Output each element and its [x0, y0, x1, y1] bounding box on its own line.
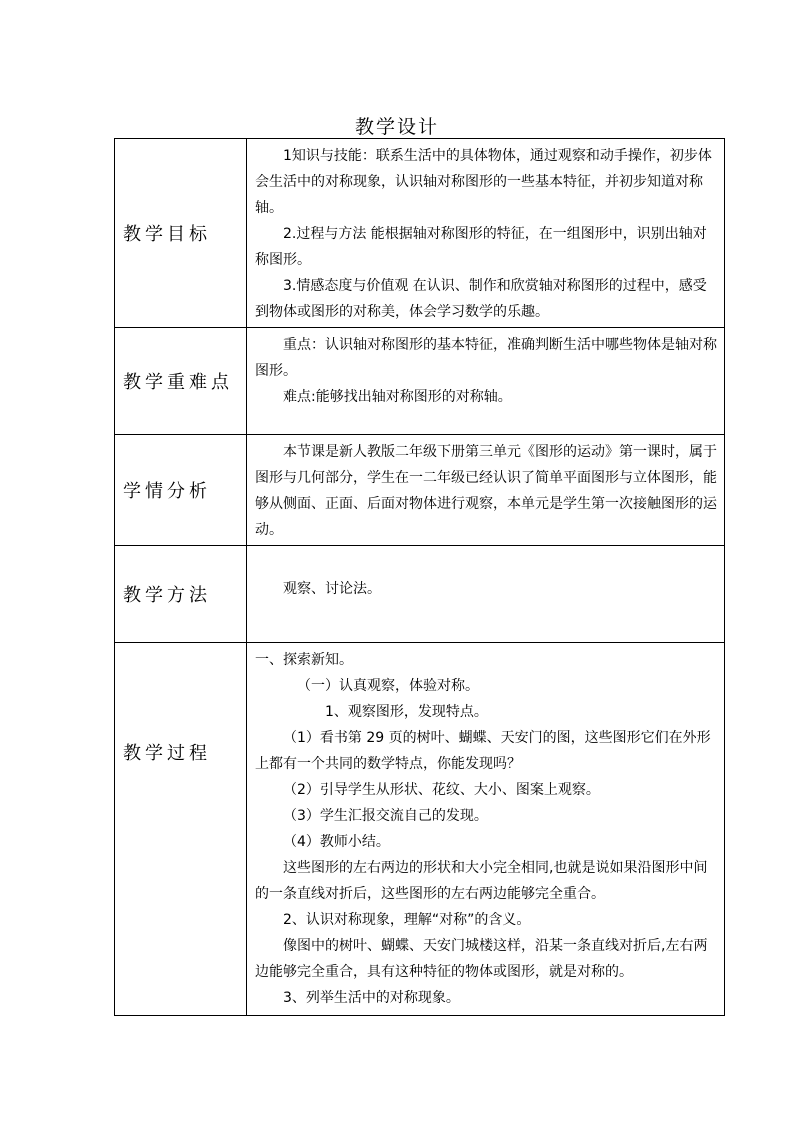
row-content-objectives — [247, 139, 725, 328]
row-label-methods: 教学方法 — [115, 546, 247, 643]
process-summary: 这些图形的左右两边的形状和大小完全相同,也就是说如果沿图形中间的一条直线对折后，这些图形的左右两边能够完全重合。 — [255, 860, 708, 902]
objective-knowledge-skills: 1知识与技能：联系生活中的具体物体，通过观察和动手操作，初步体会生活中的对称现象，认识轴对称图形的一些基本特征，并初步知道对称轴。 — [255, 148, 712, 216]
process-item-2: （2）引导学生从形状、花纹、大小、图案上观察。 — [283, 782, 600, 798]
process-step-understand: 2、认识对称现象，理解“对称”的含义。 — [283, 912, 531, 928]
document-title: 教学设计 — [354, 116, 439, 138]
process-step-observe: 1、观察图形，发现特点。 — [325, 704, 488, 720]
key-point-focus: 重点：认识轴对称图形的基本特征，准确判断生活中哪些物体是轴对称图形。 — [255, 337, 717, 379]
process-step-examples: 3、列举生活中的对称现象。 — [283, 990, 460, 1006]
process-item-1: （1）看书第 29 页的树叶、蝴蝶、天安门的图，这些图形它们在外形上都有一个共同的数学特点，你能发现吗？ — [255, 730, 711, 772]
table-row-objectives — [115, 139, 725, 328]
row-content-key-points — [247, 328, 725, 435]
lesson-plan-table — [114, 138, 725, 1016]
process-subsection-heading: （一）认真观察，体验对称。 — [297, 678, 479, 694]
methods-text: 观察、讨论法。 — [283, 581, 381, 597]
table-row-process — [115, 643, 725, 1016]
row-label-analysis: 学情分析 — [115, 435, 247, 546]
process-item-4: （4）教师小结。 — [283, 834, 390, 850]
row-content-analysis — [247, 435, 725, 546]
key-point-difficulty: 难点:能够找出轴对称图形的对称轴。 — [283, 389, 512, 405]
row-content-methods — [247, 546, 725, 643]
row-label-key-points: 教学重难点 — [115, 328, 247, 435]
row-label-objectives: 教学目标 — [115, 139, 247, 328]
table-row-analysis — [115, 435, 725, 546]
objective-emotion-values: 3.情感态度与价值观 在认识、制作和欣赏轴对称图形的过程中，感受到物体或图形的对称美，体会学习数学的乐趣。 — [255, 278, 707, 320]
analysis-text: 本节课是新人教版二年级下册第三单元《图形的运动》第一课时，属于图形与几何部分，学生在一二年级已经认识了简单平面图形与立体图形，能够从侧面、正面、后面对物体进行观察，本单元是学生第一次接触图形的运动。 — [255, 444, 717, 538]
process-section-heading: 一、探索新知。 — [255, 652, 353, 668]
process-explanation: 像图中的树叶、蝴蝶、天安门城楼这样，沿某一条直线对折后,左右两边能够完全重合，具有这种特征的物体或图形，就是对称的。 — [255, 938, 708, 980]
objective-process-methods: 2.过程与方法 能根据轴对称图形的特征，在一组图形中，识别出轴对称图形。 — [255, 226, 707, 268]
row-content-process — [247, 643, 725, 1016]
process-item-3: （3）学生汇报交流自己的发现。 — [283, 808, 488, 824]
table-row-key-points — [115, 328, 725, 435]
table-row-methods — [115, 546, 725, 643]
row-label-process: 教学过程 — [115, 643, 247, 1016]
